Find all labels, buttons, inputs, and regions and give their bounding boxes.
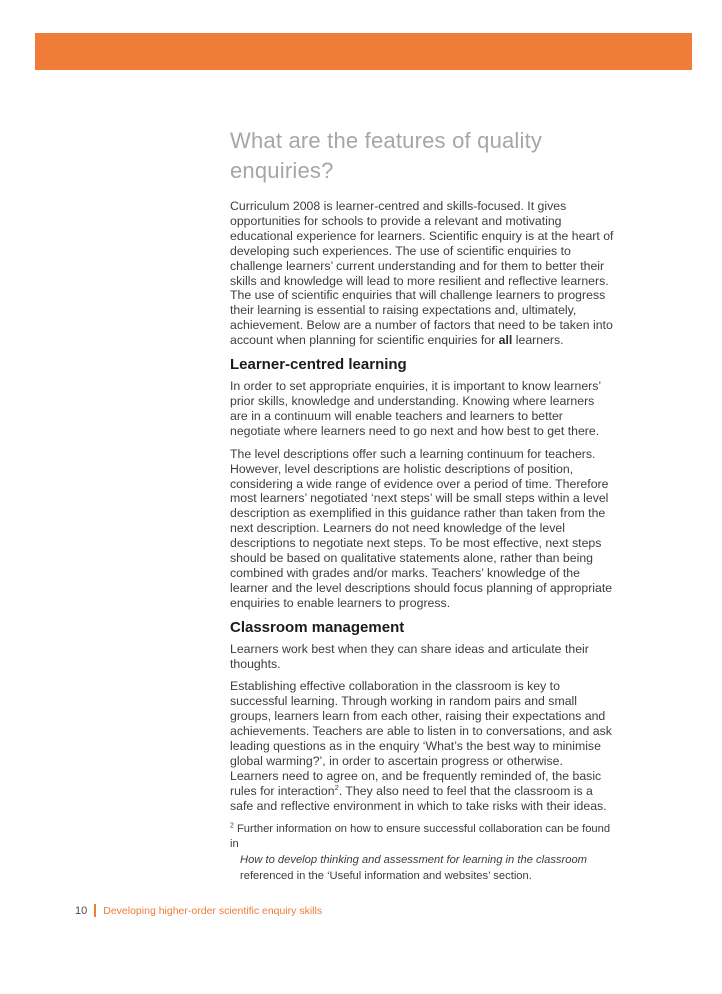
header-accent-bar <box>35 33 692 70</box>
footer-document-title: Developing higher-order scientific enquiry skills <box>103 904 323 917</box>
footnote-line-1 <box>230 822 614 854</box>
footer-divider <box>94 904 96 917</box>
footnote-reference-marker: 2 <box>334 782 339 792</box>
learner-centred-paragraph-1: In order to set appropriate enquiries, it is important to know learners’ prior skills, knowledge and understanding. Knowing where learners are in a continuum will enable teachers and learners to better negotiate where learners need to go next and how best to get there. <box>230 379 601 438</box>
section-heading-classroom-management: Classroom management <box>230 618 405 636</box>
content-column <box>230 126 614 885</box>
footnote <box>230 822 614 885</box>
classroom-text-before-footnote-ref: Establishing effective collaboration in the classroom is key to successful learning. Through working in random pairs and small groups, learners learn from each other, raising their expectations and achievements. Teachers are able to listen in to conversations, and ask leading questions as in the enquiry ‘What’s the best way to minimise global warming?’, in order to ascertain progress or otherwise. Learners need to agree on, and be frequently reminded of, the basic rules for interaction <box>230 679 612 798</box>
footnote-marker: 2 <box>230 821 234 829</box>
section-heading-learner-centred: Learner-centred learning <box>230 356 407 374</box>
intro-text-after-bold: learners. <box>512 333 564 348</box>
footnote-line-1-text: Further information on how to ensure successful collaboration can be found in <box>230 822 611 851</box>
intro-paragraph <box>230 199 614 348</box>
footnote-line-3: referenced in the ‘Useful information and websites’ section. <box>240 870 532 883</box>
learner-centred-paragraph-2: The level descriptions offer such a learning continuum for teachers. However, level descriptions are holistic descriptions of position, considering a wide range of evidence over a period of time. Therefore most learners’ negotiated ‘next steps’ will be small steps within a level description as exemplified in this guidance rather than taken from the next description. Learners do not need knowledge of the level descriptions to negotiate next steps. To be most effective, next steps should be based on qualitative statements alone, rather than being combined with grades and/or marks. Teachers’ knowledge of the learner and the level descriptions should focus planning of appropriate enquiries to enable learners to progress. <box>230 446 613 610</box>
classroom-paragraph-1: Learners work best when they can share ideas and articulate their thoughts. <box>230 641 589 671</box>
classroom-paragraph-2 <box>230 679 614 813</box>
page-number: 10 <box>75 904 88 917</box>
footnote-cited-title: How to develop thinking and assessment for learning in the classroom <box>240 854 587 867</box>
intro-text-before-bold: Curriculum 2008 is learner-centred and skills-focused. It gives opportunities for schools to provide a relevant and motivating educational experience for learners. Scientific enquiry is at the heart of developing such experiences. The use of scientific enquiries to challenge learners’ current understanding and for them to better their skills and knowledge will lead to more resilient and reflective learners. The use of scientific enquiries that will challenge learners to progress their learning is essential to raising expectations and, ultimately, achievement. Below are a number of factors that need to be taken into account when planning for scientific enquiries for <box>230 199 614 348</box>
page-footer <box>75 903 322 918</box>
intro-bold-word: all <box>498 333 513 348</box>
classroom-text-after-footnote-ref: . They also need to feel that the classroom is a safe and reflective environment in which to take risks with their ideas. <box>230 783 607 813</box>
page-title: What are the features of quality enquiries? <box>230 128 543 183</box>
